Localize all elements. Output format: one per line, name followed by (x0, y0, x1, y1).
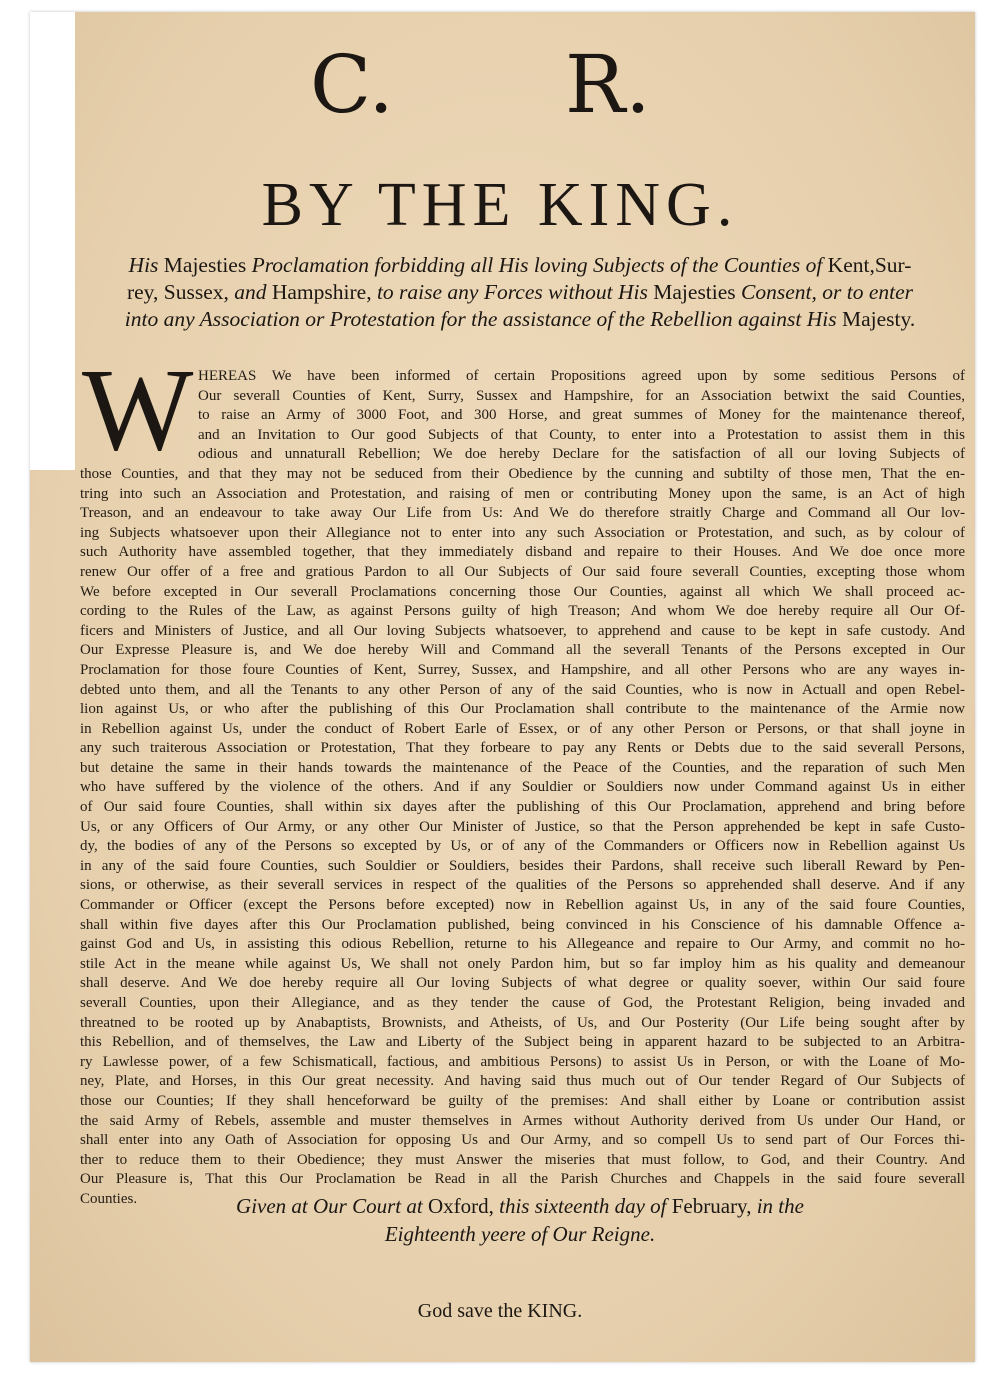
body-line: Counties. (80, 1190, 138, 1207)
proclamation-subtitle (85, 252, 955, 333)
body-line: shall within five dayes after this Our Proclamation published, being convinced in his Conscience of his damnable Offence a- (80, 916, 965, 933)
body-line: in any of the said foure Counties, such Souldier or Souldiers, besides their Pardons, shall receive such liberall Reward by Pen- (80, 857, 965, 874)
body-line: Our Pleasure is, That this Our Proclamation be Read in all the Parish Churches and Chappels in the said foure severall (80, 1171, 965, 1188)
subtitle-text: Sussex, (163, 280, 229, 304)
cipher-c: C. (310, 38, 394, 131)
body-line: ry Lawlesse power, of a few Schismaticall, factious, and ambitious Persons) to assist Us in Person, or with the Loane of Mo- (80, 1053, 965, 1070)
body-line: threatned to be rooted up by Anabaptists, Brownists, and Atheists, of Us, and Our Posterity (Our Life being sought after by (80, 1014, 965, 1031)
proclamation-body (80, 367, 965, 1210)
proclamation-heading: BY THE KING. (261, 171, 739, 239)
body-line: cording to the Rules of the Law, as against Persons guilty of high Treason; And whom We doe hereby require all Our Of- (80, 603, 965, 620)
dated-text: Given at Our Court at (236, 1194, 428, 1218)
body-line: who have suffered by the violence of the others. And if any Souldier or Souldiers now under Command against Us in either (80, 779, 965, 796)
body-line: gainst God and Us, in assisting this odious Rebellion, returne to his Allegeance and repaire to Our Army, and commit no ho- (80, 936, 965, 953)
body-line: Our severall Counties of Kent, Surry, Sussex and Hampshire, for an Association betwixt the said Counties, (198, 387, 965, 404)
body-line: debted unto them, and all the Tenants to any other Person of any of the said Counties, who is now in Actuall and open Rebel- (80, 681, 965, 698)
body-line: lion against Us, or who after the publishing of this Our Proclamation shall contribute to the maintenance of the Armie now (80, 701, 965, 718)
cipher-r: R. (565, 38, 651, 131)
body-line: odious and unnaturall Rebellion; We doe hereby Declare for the satisfaction of all our loving Subjects of (198, 446, 965, 463)
body-line: and an Invitation to Our good Subjects of that County, to enter into a Protestation to assist them in this (198, 426, 965, 443)
body-line: severall Counties, upon their Allegiance, and as they tender the cause of God, the Protestant Religion, being invaded and (80, 995, 965, 1011)
subtitle-text: Majesties (163, 253, 247, 277)
dated-text: in the (751, 1194, 804, 1218)
subtitle-text: Consent, or to enter (735, 280, 914, 304)
dated-text: Eighteenth yeere of Our Reigne. (384, 1222, 656, 1246)
torn-edge (30, 12, 75, 470)
body-line: of Our said foure Counties, shall within six dayes after the publishing of this Our Proclamation, apprehend and bring before (80, 799, 965, 816)
dated-text: this sixteenth day of (493, 1194, 672, 1218)
body-line: those Counties, and that they may not be seduced from their Obedience by the cunning and subtilty of those men, That the en- (80, 465, 965, 482)
subtitle-text: and (228, 280, 272, 304)
body-line: shall deserve. And We doe hereby require all Our loving Subjects of what degree or quality soever, within Our said foure (80, 975, 965, 992)
body-line: Treason, and an endeavour to take away Our Life from Us: And We do therefore straitly Charge and Command all Our lov- (80, 505, 965, 522)
subtitle-text: to raise any Forces without His (371, 280, 654, 304)
subtitle-text: Majesties (653, 280, 736, 304)
subtitle-text: Majesty. (841, 307, 916, 331)
body-line: renew Our offer of a free and gratious Pardon to all Our Subjects of Our said foure severall Counties, excepting those whom (80, 563, 965, 580)
dated-text: Oxford, (427, 1194, 494, 1218)
subtitle-text: Kent, (827, 253, 875, 277)
body-line: this Rebellion, and of themselves, the Law and Liberty of the Subject being in apparent hazard to be subjected to an Arbitra- (80, 1034, 965, 1051)
body-line: ficers and Ministers of Justice, and all Our loving Subjects whatsoever, to apprehend and cause to be kept in safe custody. And (80, 622, 965, 639)
body-line: any such traiterous Association or Protestation, That they forbeare to pay any Rents or Debts due to the said severall Persons, (80, 740, 965, 757)
body-line: We before excepted in Our severall Proclamations concerning those Our Counties, against all which We shall proceed ac- (80, 583, 965, 600)
body-line: stile Act in the meane while against Us, We shall not onely Pardon him, but so far imploy him as his quality and demeanour (80, 955, 965, 972)
body-line: Proclamation for those foure Counties of Kent, Surrey, Sussex, and Hampshire, and all other Persons who are any wayes in- (80, 661, 965, 678)
body-line: shall enter into any Oath of Association for opposing Us and Our Army, and so compell Us to send part of Our Forces thi- (80, 1132, 965, 1149)
drop-cap: W (82, 344, 194, 475)
subtitle-text: into any Association or Protestation for the assistance of the Rebellion against His (124, 307, 842, 331)
subtitle-text: Sur- (874, 253, 912, 277)
body-line: but detaine the same in their hands towards the maintenance of the Peace of the Counties, and the reparation of such Men (80, 759, 965, 776)
subtitle-text: Hampshire, (271, 280, 372, 304)
subtitle-text: rey, (126, 280, 164, 304)
body-line: HEREAS We have been informed of certain Propositions agreed upon by some seditious Persons of (198, 368, 965, 384)
body-line: ney, Plate, and Horses, in this Our great necessity. And having said thus much out of Our tender Regard of Our Subjects of (80, 1073, 965, 1090)
body-line: to raise an Army of 3000 Foot, and 300 Horse, and great summes of Money for the maintenance thereof, (198, 407, 965, 424)
dated-line (80, 1192, 960, 1248)
body-line: Commander or Officer (except the Persons before excepted) now in Rebellion against Us, in any of the said foure Counties, (80, 897, 965, 914)
body-line: tring into such an Association and Protestation, and raising of men or contributing Money upon the same, is an Act of high (80, 485, 965, 502)
body-line: ther to reduce them to their Obedience; they must Answer the miseries that must follow, to God, and their Country. And (80, 1151, 965, 1168)
body-line: those our Counties; If they shall henceforward be guilty of the premises: And shall either by Loane or contribution assist (80, 1092, 965, 1109)
body-line: ing Subjects whatsoever upon their Allegiance not to enter into any such Association or Protestation, and such, as by colour of (80, 524, 965, 541)
subtitle-text: His (128, 253, 164, 277)
subtitle-text: Proclamation forbidding all His loving Subjects of the Counties of (246, 253, 828, 277)
body-line: in Rebellion against Us, under the conduct of Robert Earle of Essex, or of any other Person or Persons, or that shall joyne in (80, 720, 965, 737)
body-line: dy, the bodies of any of the Persons so excepted by Us, or of any of the Commanders or Officers now in Rebellion against Us (80, 838, 965, 855)
body-line: such Authority have assembled together, that they immediately disband and repaire to their Houses. And We doe once more (80, 544, 965, 561)
body-line: Our Expresse Pleasure is, and We doe hereby Will and Command all the severall Tenants of the Persons excepted in Our (80, 642, 965, 659)
body-line: sions, or otherwise, as their severall services in respect of the qualities of the Persons so apprehended shall deserve. And if any (80, 877, 965, 894)
dated-text: February, (671, 1194, 752, 1218)
body-line: the said Army of Rebels, assemble and muster themselves in Armes without Authority derived from Us under Our Hand, or (80, 1112, 965, 1129)
body-line: Us, or any Officers of Our Army, or any other Our Minister of Justice, so that the Person apprehended be kept in safe Custo- (80, 818, 965, 835)
closing-line: God save the KING. (417, 1300, 583, 1322)
